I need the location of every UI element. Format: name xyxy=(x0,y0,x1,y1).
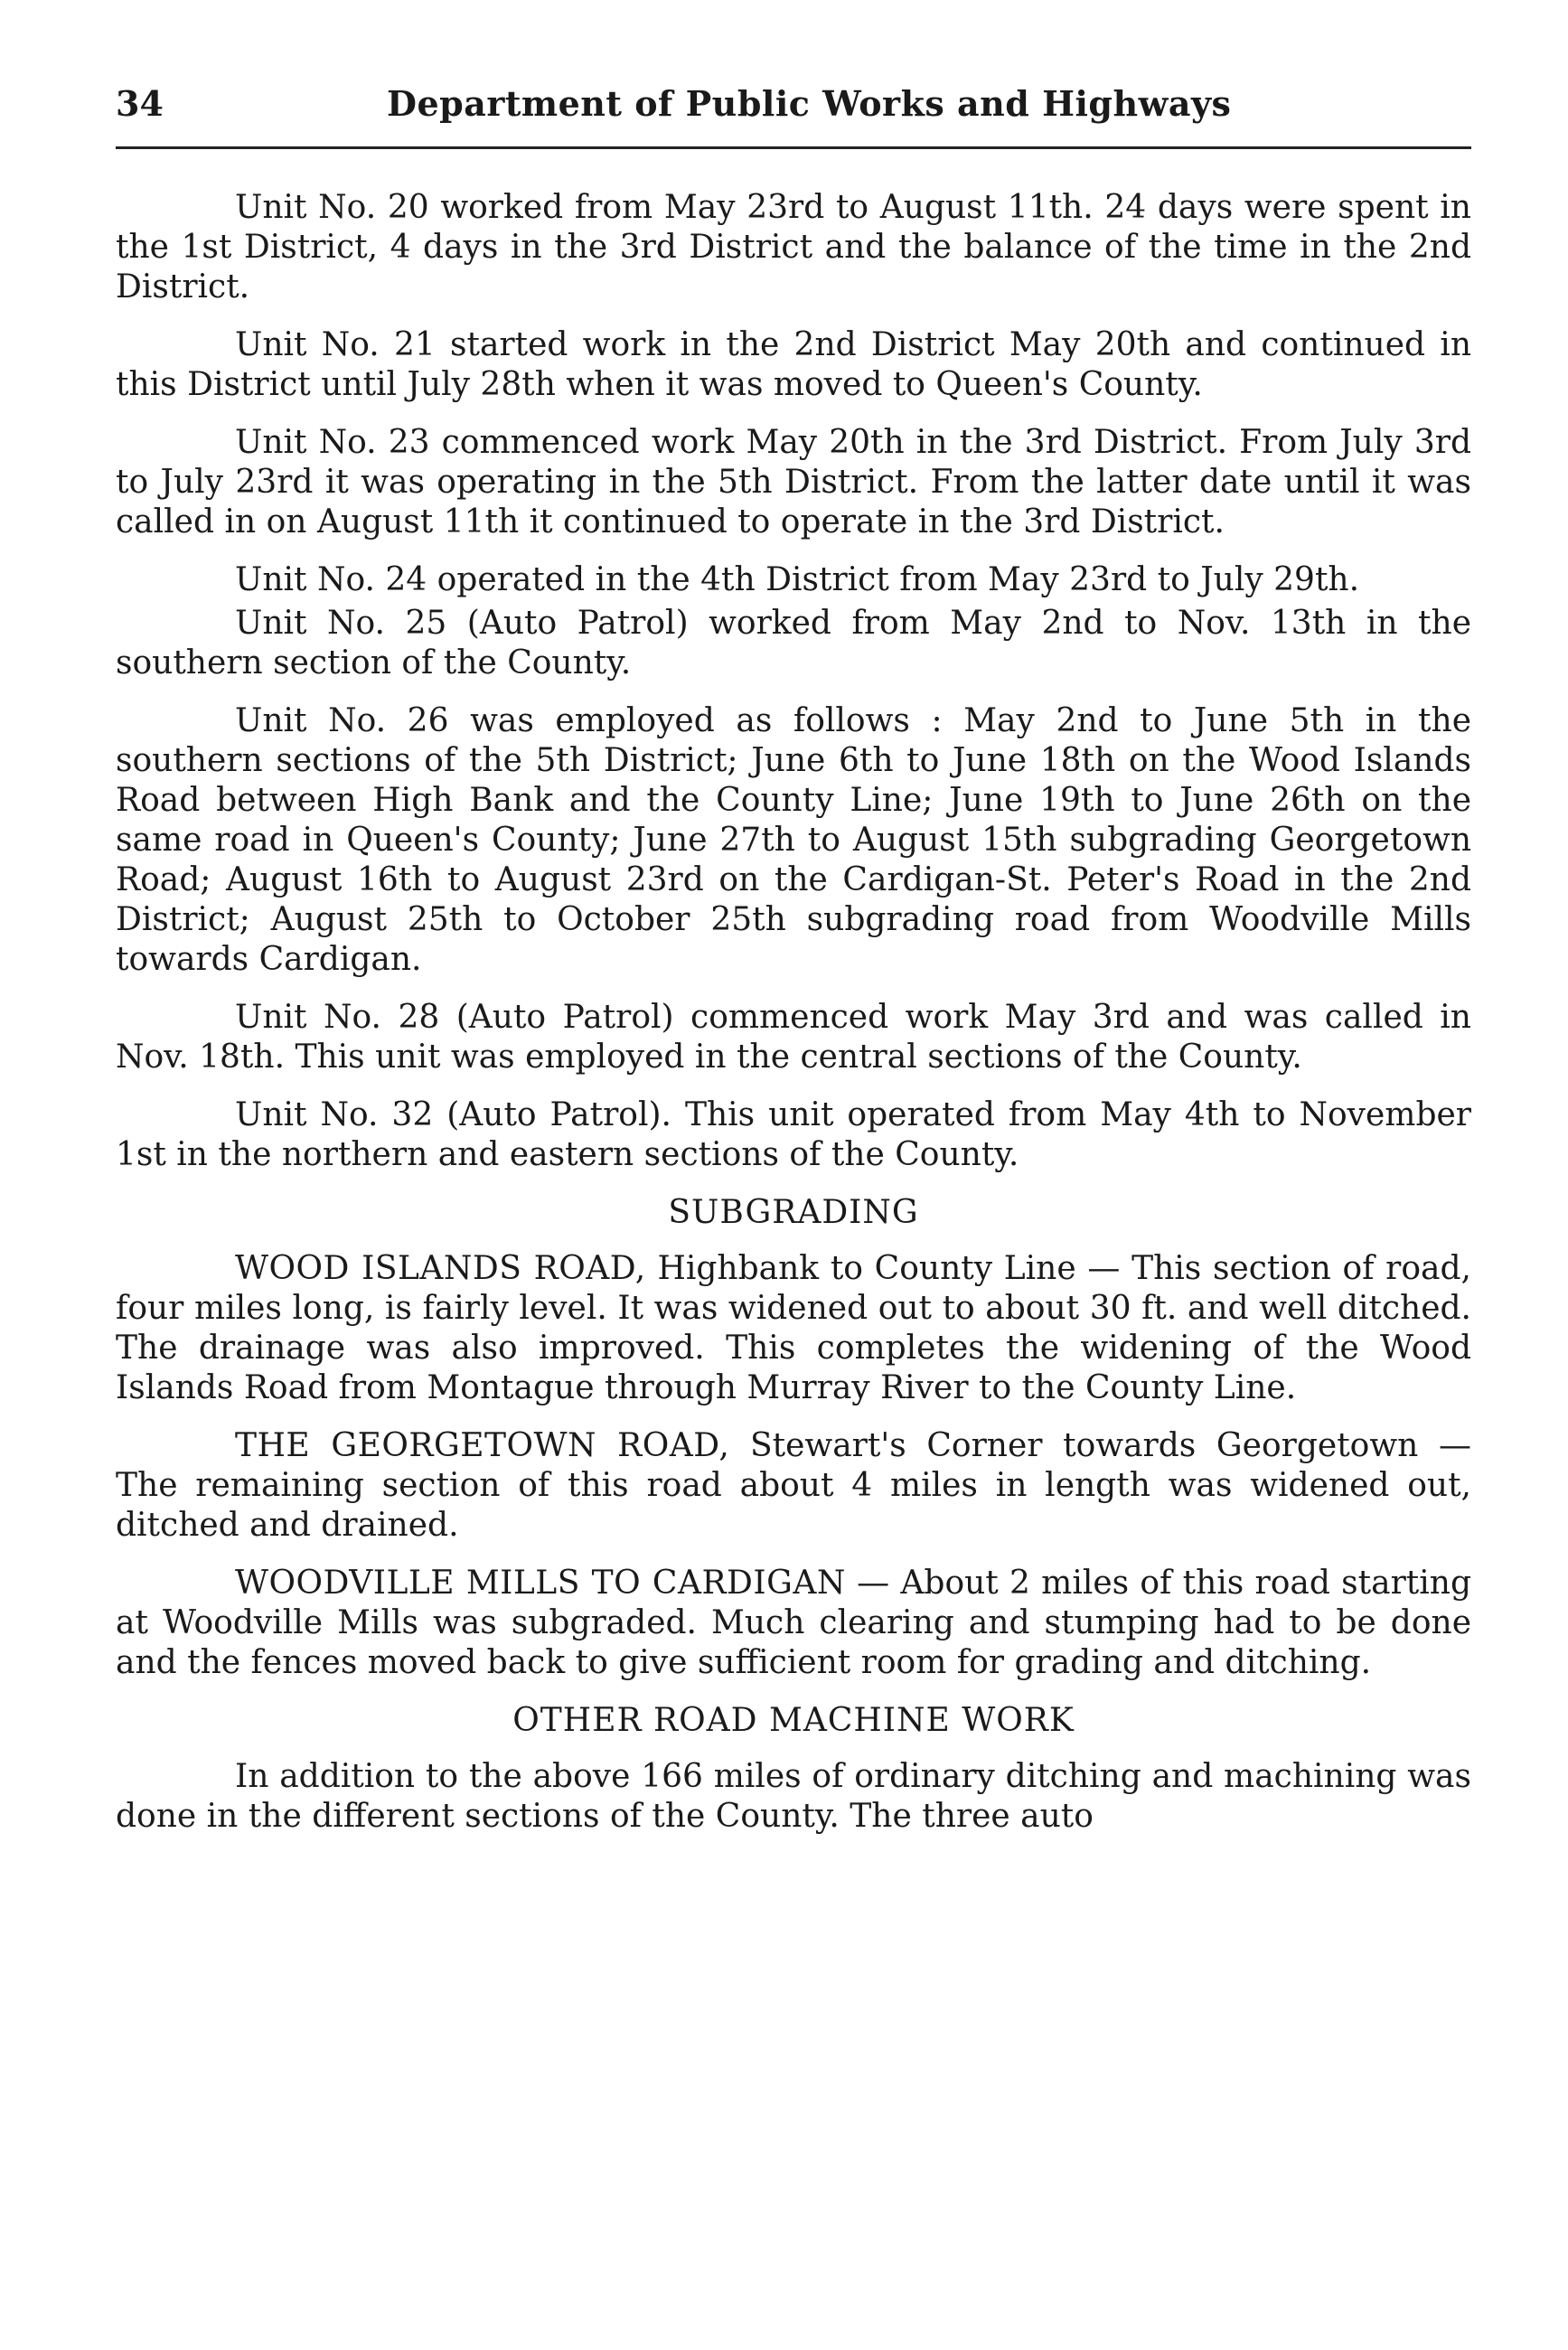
header-rule xyxy=(116,146,1471,149)
unit-paragraph: Unit No. 32 (Auto Patrol). This unit operated from May 4th to November 1st in the northern and eastern sections of the County. xyxy=(116,1096,1471,1173)
unit-paragraph: Unit No. 28 (Auto Patrol) commenced work May 3rd and was called in Nov. 18th. This unit was employed in the central sections of the County. xyxy=(116,999,1471,1076)
road-name: THE GEORGETOWN ROAD, xyxy=(235,1427,730,1464)
road-name: WOOD ISLANDS ROAD, xyxy=(235,1250,646,1287)
body-text xyxy=(116,188,1471,1855)
section-heading-other-work: OTHER ROAD MACHINE WORK xyxy=(512,1702,1075,1739)
unit-paragraph: Unit No. 25 (Auto Patrol) worked from May 2nd to Nov. 13th in the southern section of the County. xyxy=(116,605,1471,682)
page-header xyxy=(116,83,1471,137)
unit-paragraph: Unit No. 23 commenced work May 20th in the 3rd District. From July 3rd to July 23rd it was operating in the 5th District. From the latter date until it was called in on August 11th it continued to operate in the 3rd District. xyxy=(116,424,1471,540)
paragraph-text: Stewart's Corner towards Georgetown — The remaining section of this road about 4 miles in length was widened out, ditched and drained. xyxy=(116,1427,1471,1544)
unit-paragraph: Unit No. 20 worked from May 23rd to August 11th. 24 days were spent in the 1st District, 4 days in the 3rd District and the balance of the time in the 2nd District. xyxy=(116,189,1471,306)
running-head: Department of Public Works and Highways xyxy=(387,83,1232,124)
paragraph-text: Highbank to County Line — This section of road, four miles long, is fairly level. It was widened out to about 30 ft. and well ditched. The drainage was also improved. This completes the widening of the Wood Islands Road from Montague through Murray River to the County Line. xyxy=(116,1250,1471,1406)
subgrading-paragraph xyxy=(116,1249,1471,1408)
subgrading-paragraph xyxy=(116,1426,1471,1546)
road-name: WOODVILLE MILLS TO CARDIGAN xyxy=(235,1565,846,1602)
other-work-paragraph: In addition to the above 166 miles of ordinary ditching and machining was done in the different sections of the County. The three auto xyxy=(116,1758,1471,1835)
unit-paragraph: Unit No. 21 started work in the 2nd District May 20th and continued in this District until July 28th when it was moved to Queen's County. xyxy=(116,326,1471,403)
page-number: 34 xyxy=(116,83,164,124)
paragraph-text: — About 2 miles of this road starting at Woodville Mills was subgraded. Much clearing and stumping had to be done and the fences moved back to give sufficient room for grading and ditching. xyxy=(116,1565,1471,1681)
unit-paragraph: Unit No. 24 operated in the 4th District from May 23rd to July 29th. xyxy=(235,561,1360,598)
section-heading-subgrading: SUBGRADING xyxy=(668,1194,919,1231)
unit-paragraph: Unit No. 26 was employed as follows : May 2nd to June 5th in the southern sections of the 5th District; June 6th to June 18th on the Wood Islands Road between High Bank and the County Line; June 19th to June 26th on the same road in Queen's County; June 27th to August 15th subgrading Georgetown Road; August 16th to August 23rd on the Cardigan-St. Peter's Road in the 2nd District; August 25th to October 25th subgrading road from Woodville Mills towards Cardigan. xyxy=(116,702,1471,978)
subgrading-paragraph xyxy=(116,1564,1471,1683)
